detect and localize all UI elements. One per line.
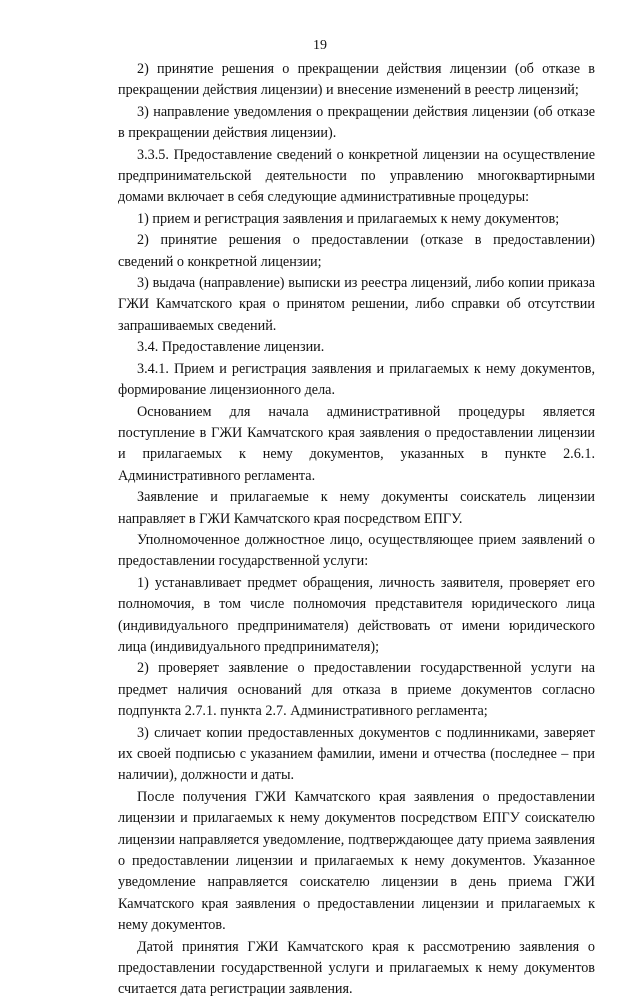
paragraph: Основанием для начала административной процедуры является поступление в ГЖИ Камчатского края заявления о предоставлении лицензии и прилагаемых к нему документов, указанных в пункте 2.6.1. Административного регламента. — [118, 403, 595, 484]
paragraph: 3.3.5. Предоставление сведений о конкретной лицензии на осуществление предпринимательской деятельности по управлению многоквартирными домами включает в себя следующие административные процедуры: — [118, 146, 595, 206]
paragraph: 1) прием и регистрация заявления и прилагаемых к нему документов; — [137, 210, 560, 227]
paragraph: 1) устанавливает предмет обращения, личность заявителя, проверяет его полномочия, в том числе полномочия представителя юридического лица (индивидуального предпринимателя) действовать от имени юридического лица (индивидуального предпринимателя); — [118, 574, 595, 655]
paragraph: 2) принятие решения о предоставлении (отказе в предоставлении) сведений о конкретной лицензии; — [118, 232, 595, 270]
paragraph: 3.4. Предоставление лицензии. — [137, 339, 325, 356]
paragraph: 3.4.1. Прием и регистрация заявления и прилагаемых к нему документов, формирование лицензионного дела. — [118, 360, 595, 399]
paragraph: После получения ГЖИ Камчатского края заявления о предоставлении лицензии и прилагаемых к нему документов посредством ЕПГУ соискателю лицензии направляется уведомление, подтверждающее дату приема заявления о предоставлении лицензии и прилагаемых к нему документов. Указанное уведомление направляется соискателю лицензии в день приема ГЖИ Камчатского края заявления о предоставлении лицензии и прилагаемых к нему документов. — [118, 788, 595, 934]
body-text — [118, 59, 595, 1001]
paragraph: 3) выдача (направление) выписки из реестра лицензий, либо копии приказа ГЖИ Камчатского края о принятом решении, либо справки об отсутствии запрашиваемых сведений. — [118, 275, 595, 334]
paragraph: 2) принятие решения о прекращении действия лицензии (об отказе в прекращении действия лицензии) и внесение изменений в реестр лицензий; — [118, 61, 595, 99]
page-number: 19 — [313, 38, 327, 53]
paragraph: 3) направление уведомления о прекращении действия лицензии (об отказе в прекращении действия лицензии). — [118, 103, 595, 142]
paragraph: 3) сличает копии предоставленных документов с подлинниками, заверяет их своей подписью с указанием фамилии, имени и отчества (последнее – при наличии), должности и даты. — [118, 724, 595, 784]
paragraph: Датой принятия ГЖИ Камчатского края к рассмотрению заявления о предоставлении государственной услуги и прилагаемых к нему документов считается дата регистрации заявления. — [118, 938, 595, 998]
paragraph: 2) проверяет заявление о предоставлении государственной услуги на предмет наличия оснований для отказа в приеме документов согласно подпункта 2.7.1. пункта 2.7. Административного регламента; — [118, 660, 595, 720]
paragraph: Заявление и прилагаемые к нему документы соискатель лицензии направляет в ГЖИ Камчатского края посредством ЕПГУ. — [118, 489, 595, 527]
paragraph: Уполномоченное должностное лицо, осуществляющее прием заявлений о предоставлении государственной услуги: — [118, 531, 595, 570]
